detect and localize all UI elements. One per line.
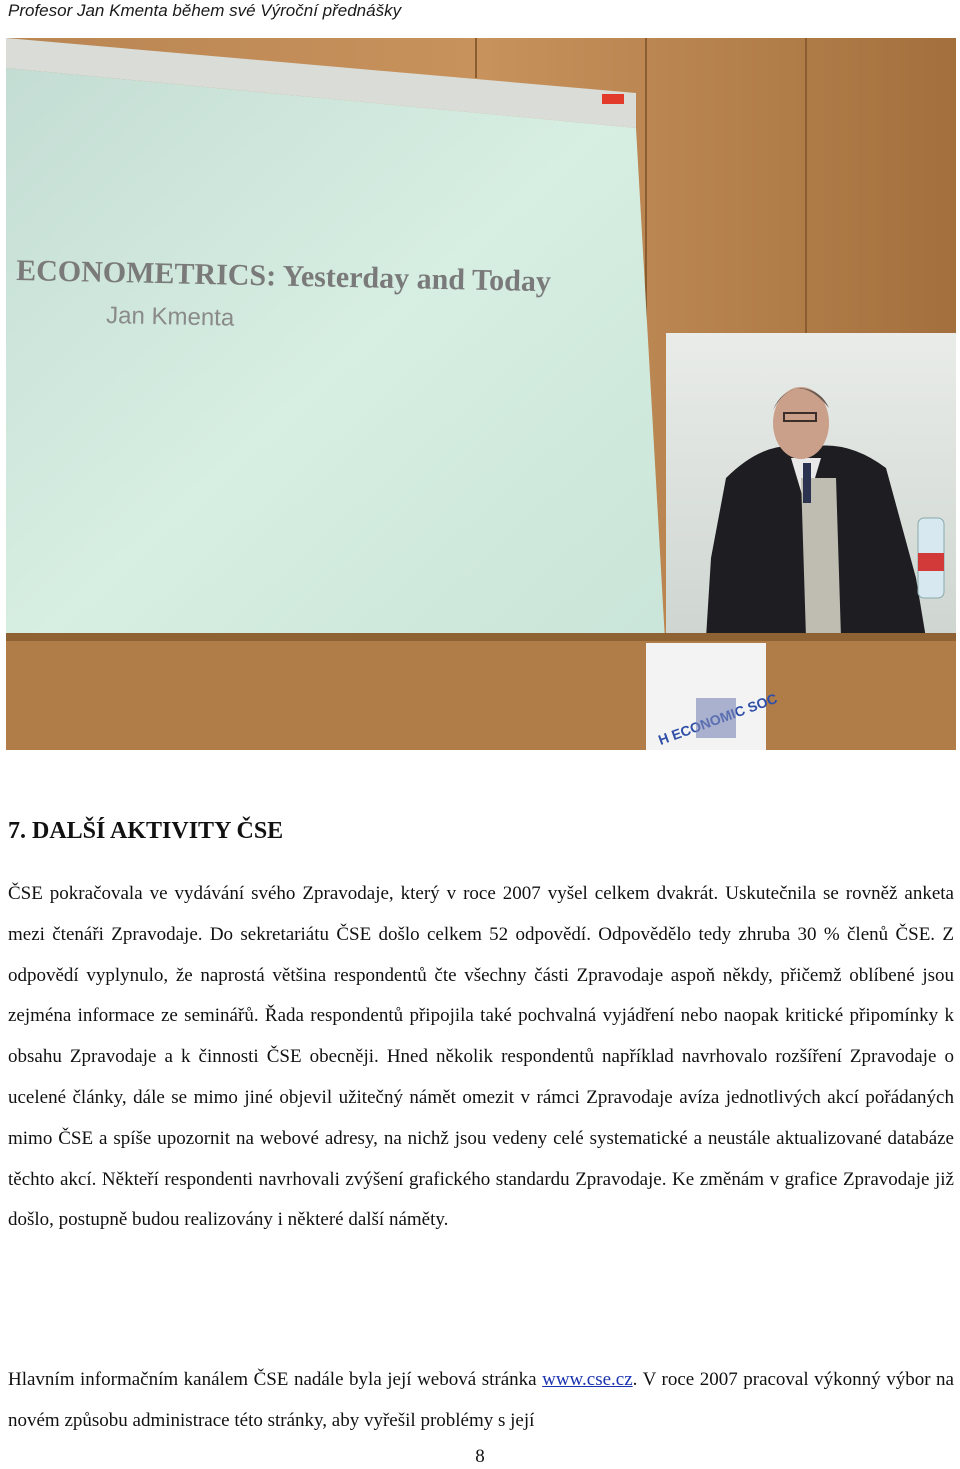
section-heading: 7. DALŠÍ AKTIVITY ČSE <box>8 818 284 844</box>
lecture-photo <box>6 38 956 750</box>
page-number: 8 <box>475 1446 485 1467</box>
paragraph-survey: ČSE pokračovala ve vydávání svého Zpravodaje, který v roce 2007 vyšel celkem dvakrát. Uskutečnila se rovněž anketa mezi čtenáři Zpravodaje. Do sekretariátu ČSE došlo celkem 52 odpovědí. Odpovědělo tedy zhruba 30 % členů ČSE. Z odpovědí vyplynulo, že naprostá většina respondentů čte všechny části Zpravodaje aspoň někdy, přičemž oblíbené jsou zejména informace ze seminářů. Řada respondentů připojila také pochvalná vyjádření nebo naopak kritické připomínky k obsahu Zpravodaje a k činnosti ČSE obecněji. Hned několik respondentů například navrhovalo rozšíření Zpravodaje o ucelené články, dále se mimo jiné objevil užitečný námět omezit v rámci Zpravodaje avíza jednotlivých akcí pořádaných mimo ČSE a spíše upozornit na webové adresy, na nichž jsou vedeny celé systematické a neustále aktualizované databáze těchto akcí. Někteří respondenti navrhovali zvýšení grafického standardu Zpravodaje. Ke změnám v grafice Zpravodaje již došlo, postupně budou realizovány i některé další náměty. <box>8 883 954 1231</box>
banner-text: H SOC <box>656 690 780 749</box>
slide-author: Jan Kmenta <box>105 302 235 332</box>
paragraph-website-text-after: . V roce 2007 pracoval výkonný výbor na novém způsobu administrace této stránky, aby vyřešil problémy s její <box>8 1369 954 1431</box>
paragraph-website <box>8 1360 954 1442</box>
paragraph-website-text-before: Hlavním informačním kanálem ČSE nadále byla její webová stránka <box>8 1369 543 1390</box>
website-link[interactable]: www.cse.cz <box>542 1369 633 1390</box>
slide-title: ECONOMETRICS: Yesterday and Today <box>15 254 552 299</box>
figure-caption: Profesor Jan Kmenta během své Výroční přednášky <box>8 1 402 20</box>
